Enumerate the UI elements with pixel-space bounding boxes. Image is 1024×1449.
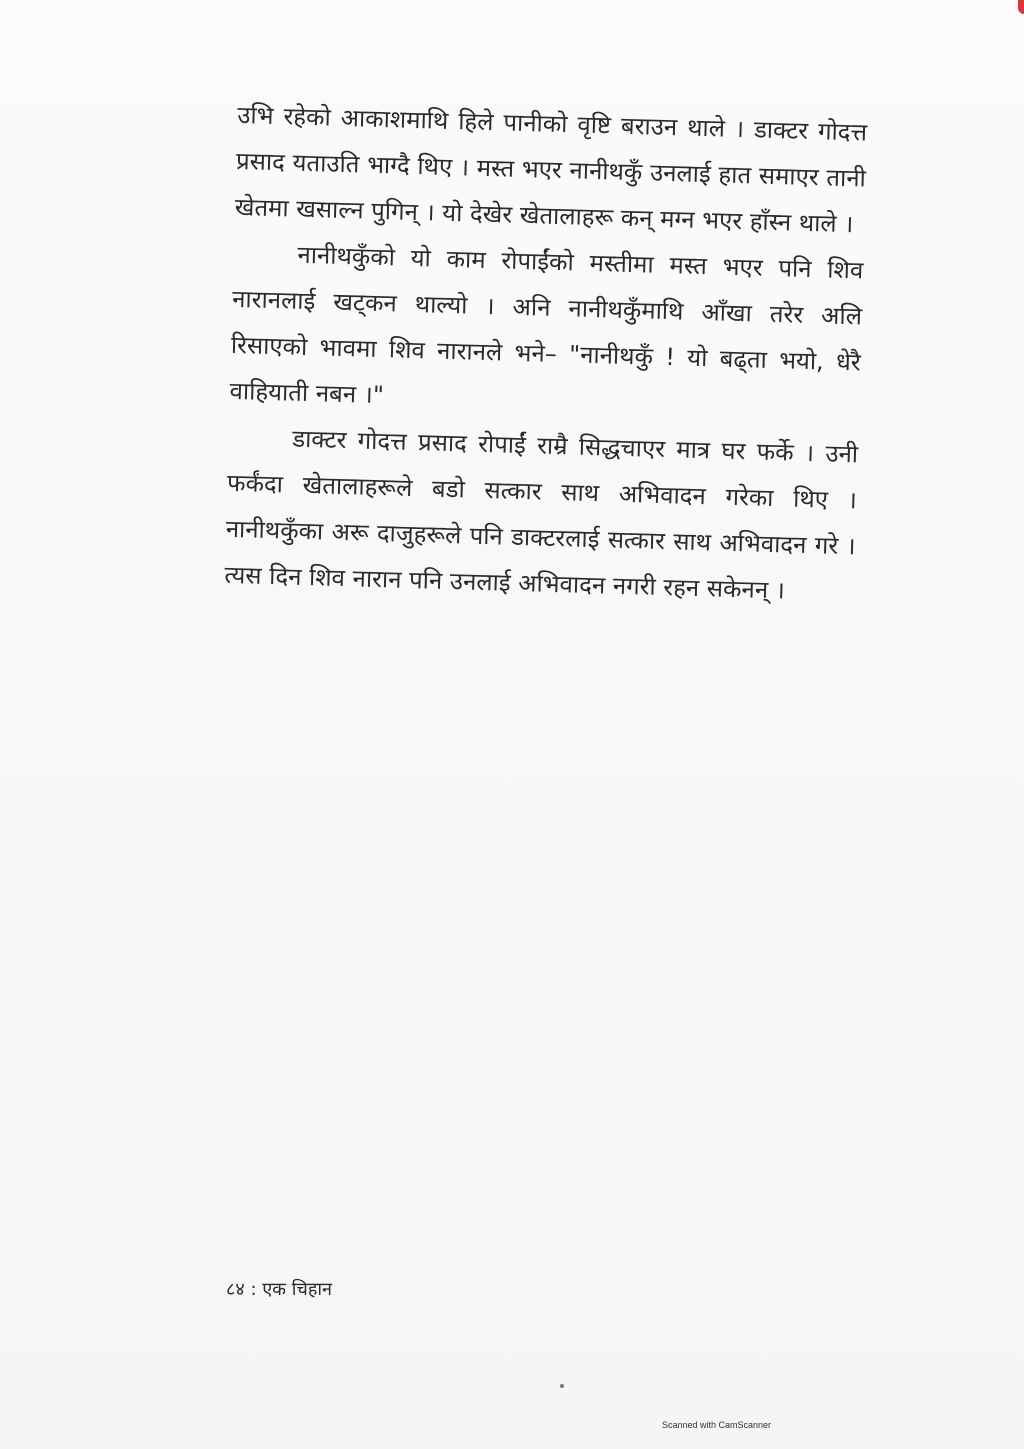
paragraph-2: नानीथकुँको यो काम रोपाईंको मस्तीमा मस्त भएर पनि शिव नारानलाई खट्कन थाल्यो । अनि नानीथकुँमाथि आँखा तरेर अलि रिसाएको भावमा शिव नारानले भने– "नानीथकुँ ! यो बढ्ता भयो, धेरै वाहियाती नबन ।" (229, 240, 864, 410)
paragraph-1: उभि रहेको आकाशमाथि हिले पानीको वृष्टि बराउन थाले । डाक्टर गोदत्त प्रसाद यताउति भाग्दै थिए । मस्त भएर नानीथकुँ उनलाई हात समाएर तानी खेतमा खसाल्न पुगिन् । यो देखेर खेतालाहरू कन् मग्न भएर हाँस्न थाले । (234, 100, 868, 239)
scanner-watermark: Scanned with CamScanner (662, 1420, 772, 1430)
red-corner-mark (1018, 0, 1024, 14)
body-text (224, 92, 868, 615)
page-footer: ८४ : एक चिहान (226, 1279, 333, 1300)
scan-speck (560, 1384, 564, 1388)
paragraph-3: डाक्टर गोदत्त प्रसाद रोपाईं राम्रै सिद्धचाएर मात्र घर फर्के । उनी फर्कंदा खेतालाहरूले बडो सत्कार साथ अभिवादन गरेका थिए । नानीथकुँका अरू दाजुहरूले पनि डाक्टरलाई सत्कार साथ अभिवादन गरे । त्यस दिन शिव नारान पनि उनलाई अभिवादन नगरी रहन सकेनन् । (224, 424, 859, 605)
